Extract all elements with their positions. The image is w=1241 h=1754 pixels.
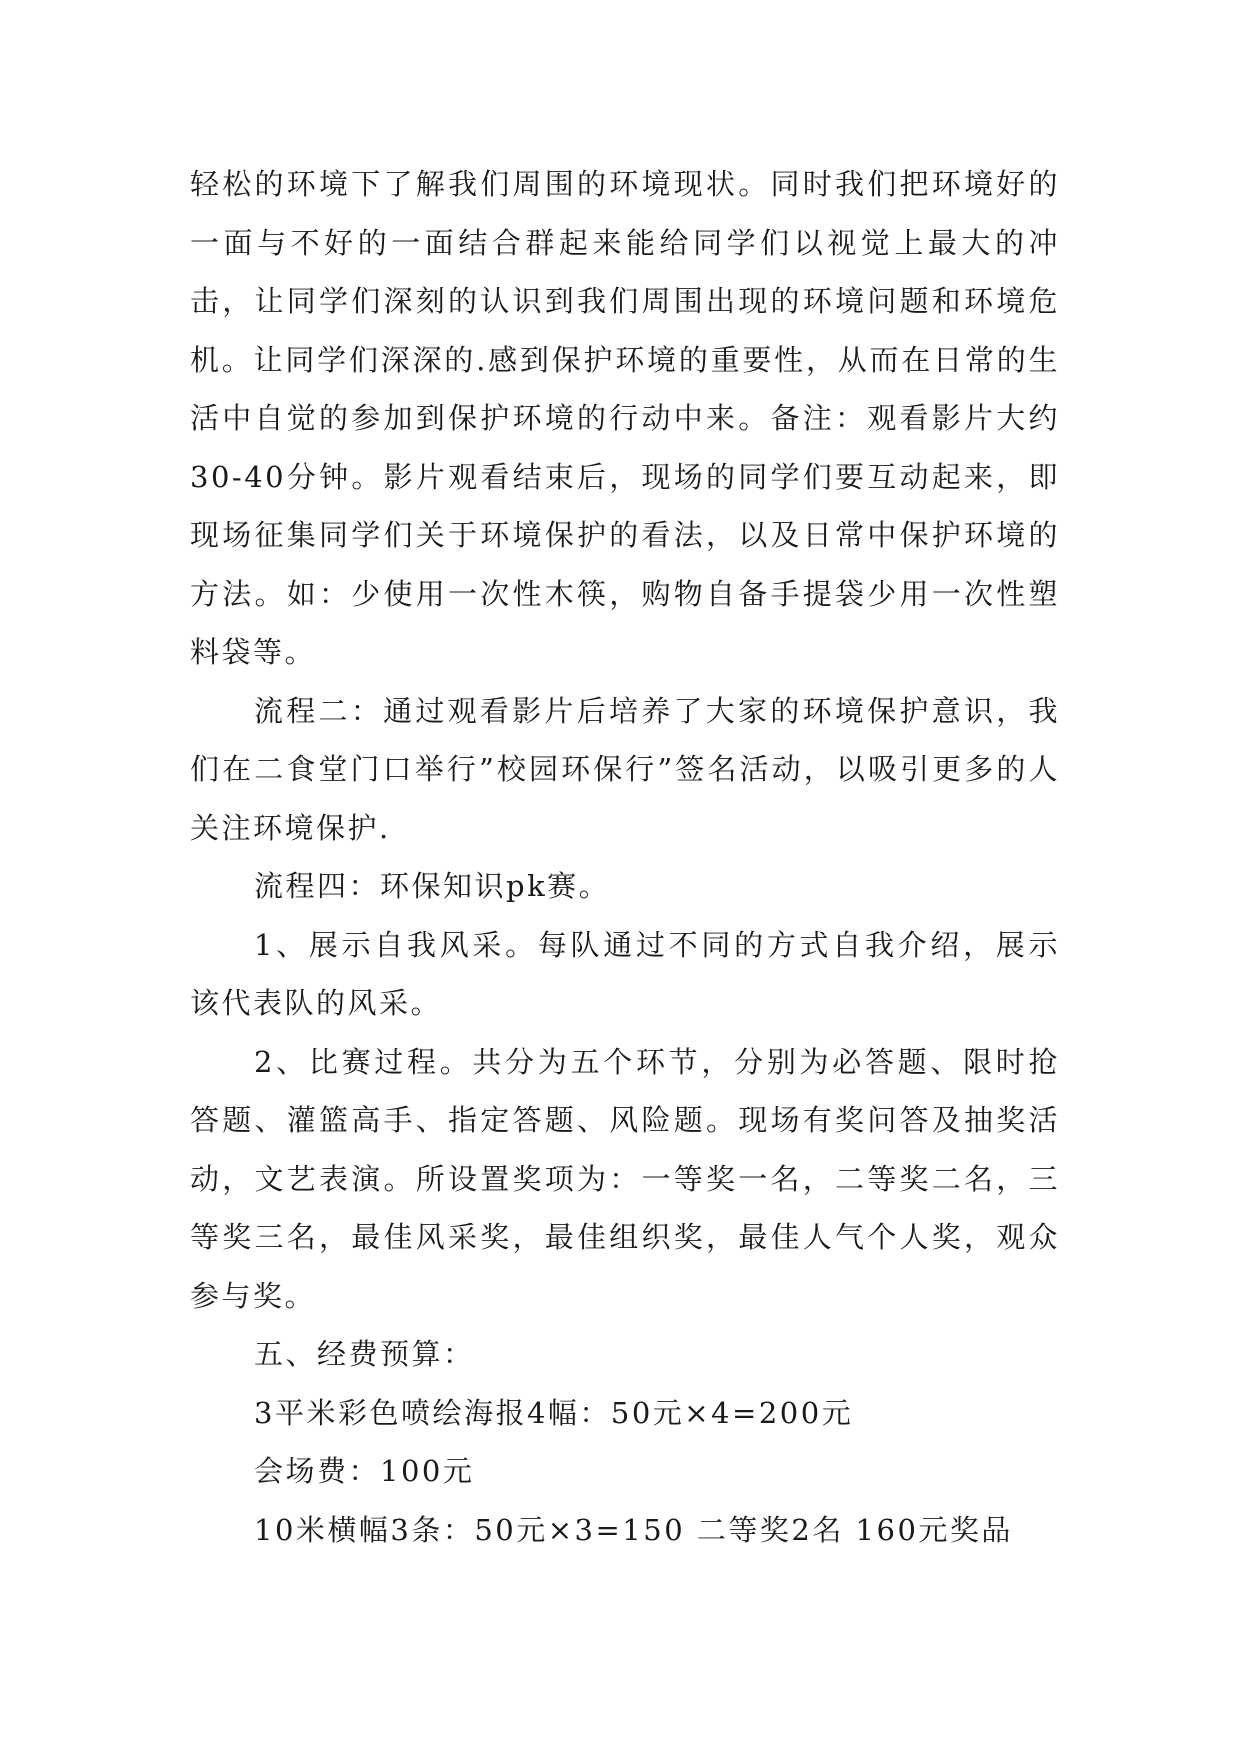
paragraph-process-four: 流程四：环保知识pk赛。: [254, 869, 611, 903]
budget-line-banners: 10米横幅3条：50元×3=150 二等奖2名 160元奖品: [254, 1512, 1013, 1547]
document-body: [190, 155, 1060, 1559]
paragraph-competition-process: 2、比赛过程。共分为五个环节，分别为必答题、限时抢答题、灌篮高手、指定答题、风险题。现场有奖问答及抽奖活动，文艺表演。所设置奖项为：一等奖一名，二等奖二名，三等奖三名，最佳风采奖，最佳组织奖，最佳人气个人奖，观众参与奖。: [190, 1044, 1060, 1313]
paragraph-self-showcase: 1、展示自我风采。每队通过不同的方式自我介绍，展示该代表队的风采。: [190, 927, 1060, 1020]
heading-budget: 五、经费预算：: [254, 1337, 475, 1371]
budget-line-venue: 会场费：100元: [254, 1454, 475, 1488]
paragraph-process-two: 流程二：通过观看影片后培养了大家的环境保护意识，我们在二食堂门口举行”校园环保行”签名活动，以吸引更多的人关注环境保护.: [190, 693, 1060, 845]
paragraph-environment-intro: 轻松的环境下了解我们周围的环境现状。同时我们把环境好的一面与不好的一面结合群起来能给同学们以视觉上最大的冲击，让同学们深刻的认识到我们周围出现的环境问题和环境危机。让同学们深深的.感到保护环境的重要性，从而在日常的生活中自觉的参加到保护环境的行动中来。备注：观看影片大约30-40分钟。影片观看结束后，现场的同学们要互动起来，即现场征集同学们关于环境保护的看法，以及日常中保护环境的方法。如：少使用一次性木筷，购物自备手提袋少用一次性塑料袋等。: [190, 167, 1060, 669]
budget-line-posters: 3平米彩色喷绘海报4幅：50元×4=200元: [254, 1395, 854, 1430]
